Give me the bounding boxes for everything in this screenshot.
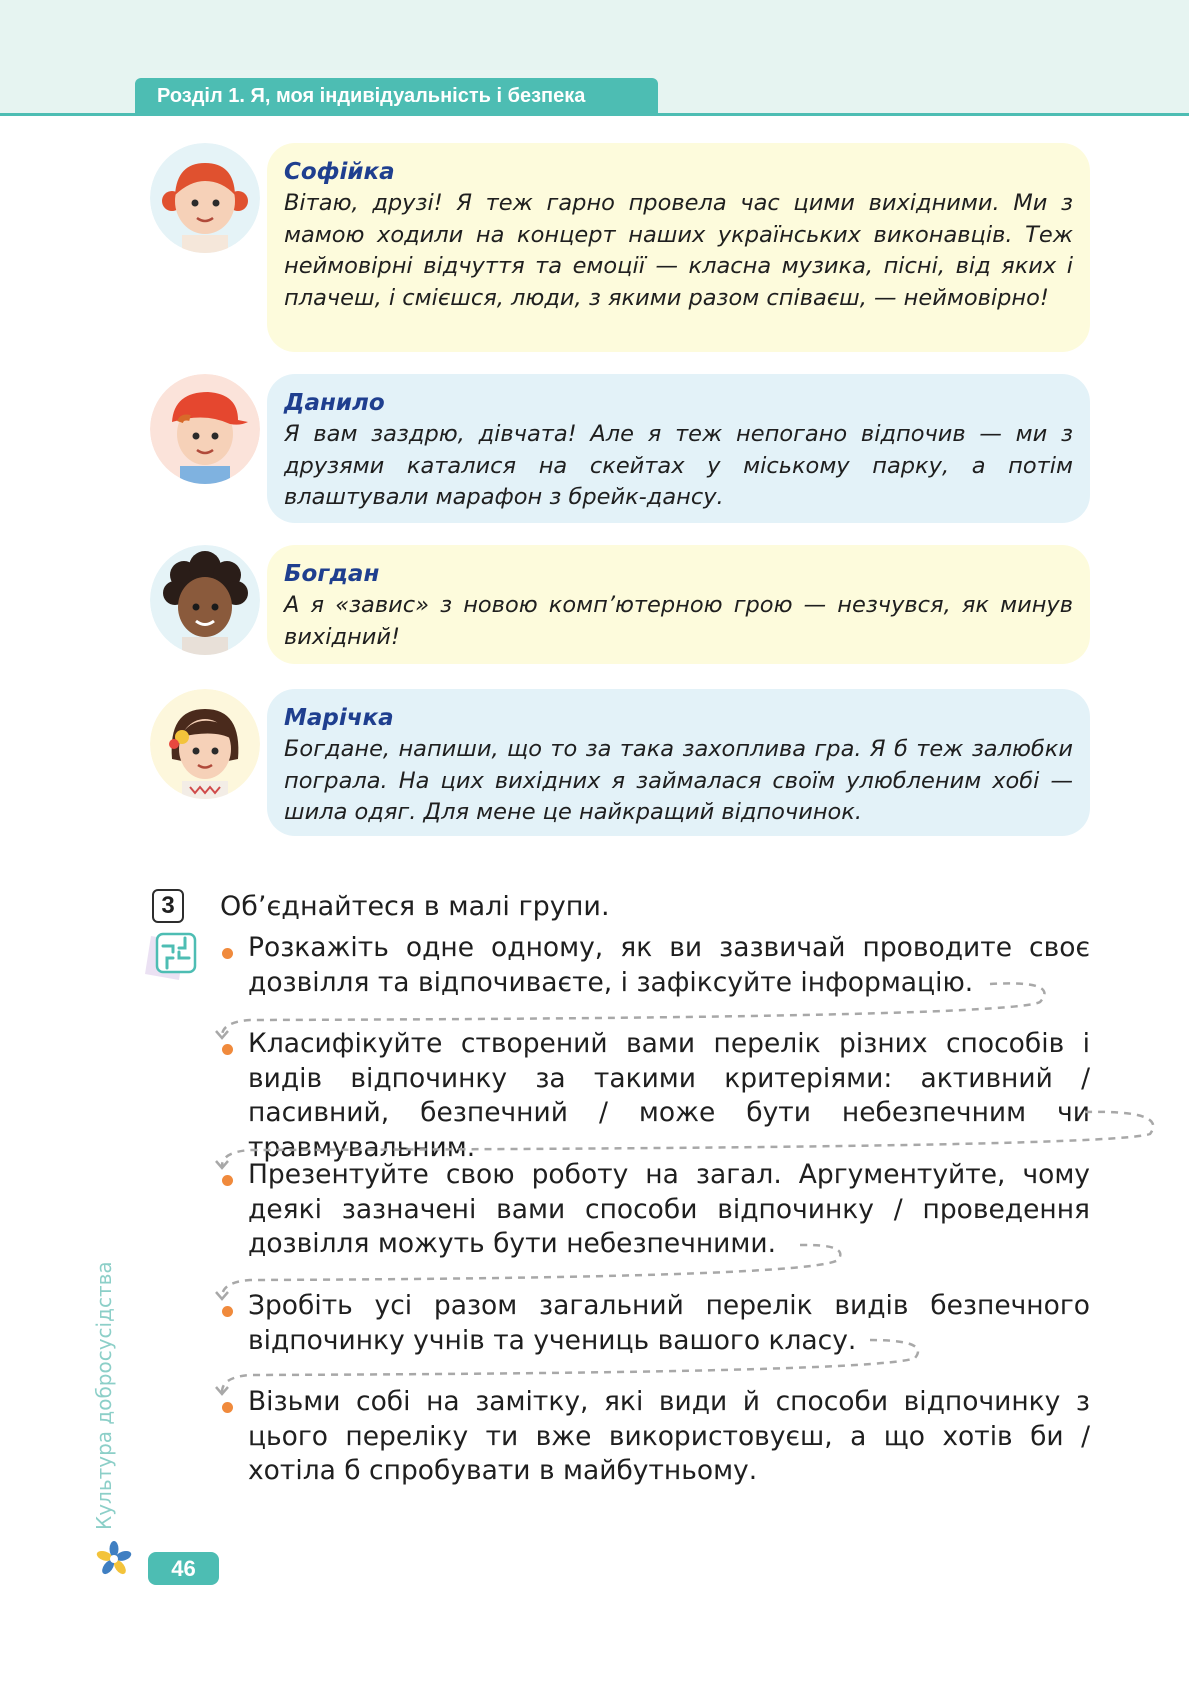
speech-text: Я вам заздрю, дівчата! Але я теж непогано відпочив — ми з друзями каталися на скейтах у міському парку, а потім влаштували марафон з брейк-дансу. bbox=[284, 421, 1073, 510]
task-step: Розкажіть одне одному, як ви зазвичай проводите своє дозвілля та відпочиваєте, і зафіксуйте інформацію. bbox=[248, 932, 1090, 998]
bullet-dot bbox=[222, 1044, 233, 1055]
bullet-dot bbox=[222, 1175, 233, 1186]
task-step: Зробіть усі разом загальний перелік видів безпечного відпочинку учнів та учениць вашого класу. bbox=[248, 1290, 1090, 1356]
speech-bubble bbox=[267, 143, 1090, 352]
speaker-name: Данило bbox=[284, 390, 385, 416]
task-step: Класифікуйте створений вами перелік різних способів і видів відпочинку за такими критеріями: активний / пасивний, безпечний / може бути небезпечним чи травмувальним. bbox=[248, 1028, 1090, 1163]
group-hands-icon bbox=[141, 928, 201, 986]
task-step: Презентуйте свою роботу на загал. Аргументуйте, чому деякі зазначені вами способи відпочинку / проведення дозвілля можуть бути небезпечними. bbox=[248, 1159, 1090, 1259]
avatar-danylo bbox=[150, 374, 260, 484]
task-title: Об’єднайтеся в малі групи. bbox=[220, 891, 610, 922]
page-number: 46 bbox=[148, 1552, 219, 1585]
avatar-bohdan bbox=[150, 545, 260, 655]
speaker-name: Марічка bbox=[284, 705, 394, 731]
speech-bubble bbox=[267, 545, 1090, 664]
avatar-sofiyka bbox=[150, 143, 260, 253]
speaker-name: Богдан bbox=[284, 561, 380, 587]
bullet-dot bbox=[222, 1402, 233, 1413]
bullet-dot bbox=[222, 1306, 233, 1317]
bullet-dot bbox=[222, 948, 233, 959]
speech-text: А я «завис» з новою комп’ютерною грою — незчувся, як минув вихідний! bbox=[284, 592, 1073, 650]
speech-text: Богдане, напиши, що то за така захоплива гра. Я б теж залюбки пограла. На цих вихідних я займалася своїм улюбленим хобі — шила одяг. Для мене це найкращий відпочинок. bbox=[284, 736, 1073, 825]
task-step: Візьми собі на замітку, які види й способи відпочинку з цього переліку ти вже використовуєш, а що хотів би / хотіла б спробувати в майбутньому. bbox=[248, 1386, 1090, 1486]
speech-bubble bbox=[267, 689, 1090, 836]
speech-bubble bbox=[267, 374, 1090, 523]
side-label: Культура добросусідства bbox=[92, 1261, 116, 1530]
avatar-marichka bbox=[150, 689, 260, 799]
speaker-name: Софійка bbox=[284, 159, 395, 185]
flower-icon bbox=[96, 1541, 132, 1577]
task-number: 3 bbox=[152, 889, 184, 923]
section-title: Розділ 1. Я, моя індивідуальність і безпека bbox=[135, 78, 658, 115]
speech-text: Вітаю, друзі! Я теж гарно провела час цими вихідними. Ми з мамою ходили на концерт наших українських виконавців. Теж неймовірні відчуття та емоції — класна музика, пісні, від яких і плачеш, і смієшся, люди, з якими разом співаєш, — неймовірно! bbox=[284, 190, 1073, 311]
